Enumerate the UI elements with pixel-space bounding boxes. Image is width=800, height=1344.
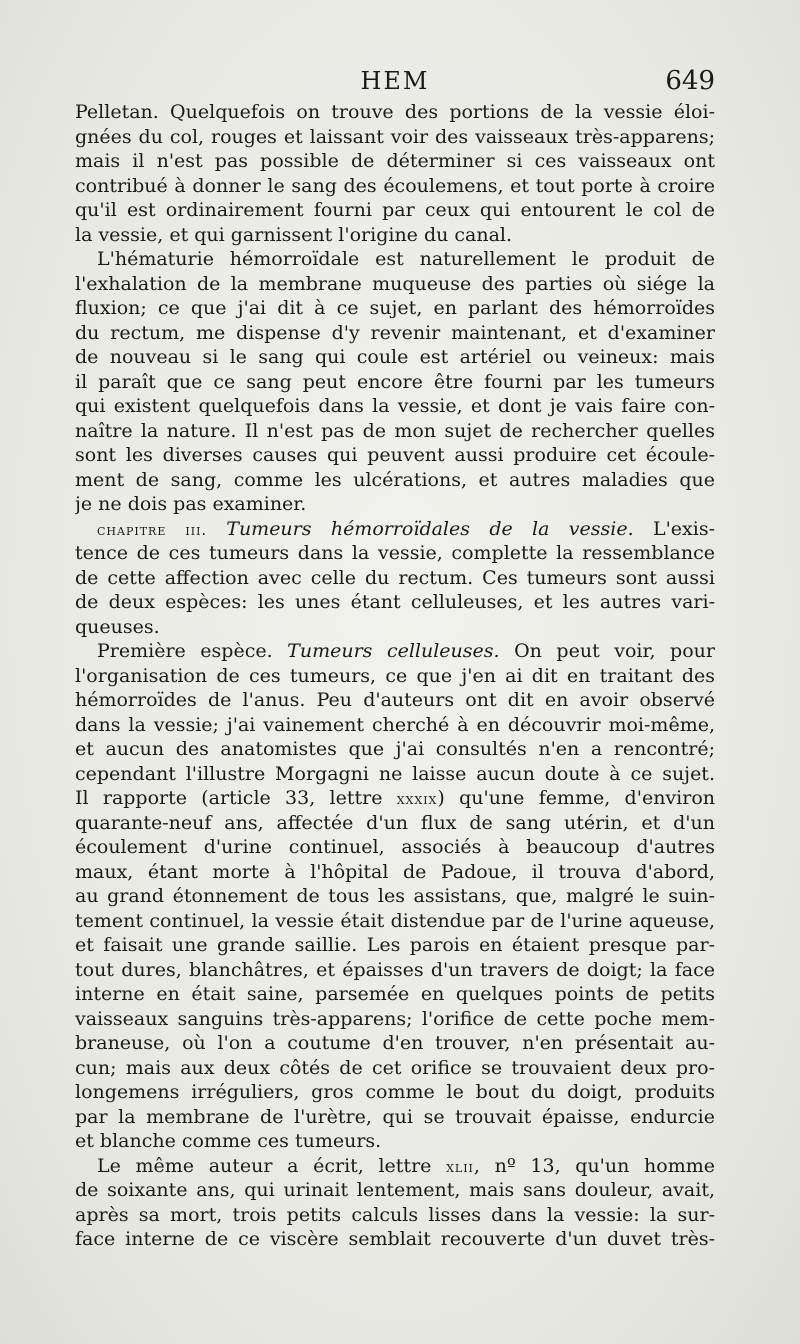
body-text xyxy=(75,100,715,1252)
italic-heading: Tumeurs hémorroïdales de la vessie. xyxy=(226,517,634,540)
text-fragment: Première espèce. xyxy=(97,640,288,662)
text-line: braneuse, où l'on a coutume d'en trouver, n'en présentait au- xyxy=(75,1032,715,1054)
text-line: face interne de ce viscère semblait recouverte d'un duvet très- xyxy=(75,1228,715,1250)
small-caps-text: xlii xyxy=(446,1157,474,1176)
text-line: de nouveau si le sang qui coule est artériel ou veineux: mais xyxy=(75,346,715,368)
text-line: L'hématurie hémorroïdale est naturellement le produit de xyxy=(97,248,715,270)
text-line: sont les diverses causes qui peuvent aussi produire cet écoule- xyxy=(75,444,715,466)
text-line xyxy=(75,639,715,664)
text-line: quarante-neuf ans, affectée d'un flux de sang utérin, et d'un xyxy=(75,811,715,834)
text-line: il paraît que ce sang peut encore être fourni par les tumeurs xyxy=(75,370,715,393)
text-fragment: ) qu'une femme, d'environ xyxy=(437,787,715,809)
text-line: vaisseaux sanguins très-apparens; l'orifice de cette poche mem- xyxy=(75,1007,715,1030)
text-line: après sa mort, trois petits calculs lisses dans la vessie: la sur- xyxy=(75,1203,715,1226)
text-line xyxy=(75,786,715,811)
text-line: cependant l'illustre Morgagni ne laisse aucun doute à ce sujet. xyxy=(75,762,715,785)
text-line: mais il n'est pas possible de déterminer si ces vaisseaux ont xyxy=(75,150,715,172)
text-line: longemens irréguliers, gros comme le bout du doigt, produits xyxy=(75,1081,715,1103)
text-line: tout dures, blanchâtres, et épaisses d'un travers de doigt; la face xyxy=(75,958,715,981)
small-caps-text: chapitre iii. xyxy=(97,520,227,539)
text-line: et aucun des anatomistes que j'ai consultés n'en a rencontré; xyxy=(75,738,715,760)
text-line: queuses. xyxy=(75,615,160,638)
text-line: Pelletan. Quelquefois on trouve des portions de la vessie éloi- xyxy=(75,101,715,123)
text-line: du rectum, me dispense d'y revenir maintenant, et d'examiner xyxy=(75,321,715,344)
text-fragment: L'exis- xyxy=(633,517,715,540)
page-header xyxy=(75,64,715,98)
text-line: par la membrane de l'urètre, qui se trouvait épaisse, endurcie xyxy=(75,1105,715,1128)
text-fragment: Il rapporte (article 33, lettre xyxy=(75,787,397,809)
text-line: de soixante ans, qui urinait lentement, mais sans douleur, avait, xyxy=(75,1179,715,1201)
text-line: au grand étonnement de tous les assistans, que, malgré le suin- xyxy=(75,885,715,907)
text-line: cun; mais aux deux côtés de cet orifice se trouvaient deux pro- xyxy=(75,1056,715,1079)
text-line: hémorroïdes de l'anus. Peu d'auteurs ont dit en avoir observé xyxy=(75,689,715,711)
text-line: tence de ces tumeurs dans la vessie, complette la ressemblance xyxy=(75,542,715,564)
text-fragment: , nº 13, qu'un homme xyxy=(473,1154,715,1177)
text-line xyxy=(75,1154,715,1179)
small-caps-text: xxxix xyxy=(396,790,438,808)
text-line: maux, étant morte à l'hôpital de Padoue, il trouva d'abord, xyxy=(75,860,715,883)
text-line: interne en était saine, parsemée en quelques points de petits xyxy=(75,983,715,1005)
text-line: naître la nature. Il n'est pas de mon sujet de rechercher quelles xyxy=(75,419,715,442)
text-line: gnées du col, rouges et laissant voir des vaisseaux très-apparens; xyxy=(75,125,715,148)
text-fragment: Le même auteur a écrit, lettre xyxy=(97,1154,447,1177)
text-line: dans la vessie; j'ai vainement cherché à en découvrir moi-même, xyxy=(75,713,715,736)
text-line: et blanche comme ces tumeurs. xyxy=(75,1130,382,1152)
text-line: écoulement d'urine continuel, associés à beaucoup d'autres xyxy=(75,836,715,858)
running-head: HEM xyxy=(360,67,430,95)
page-number: 649 xyxy=(665,66,715,96)
text-line: et faisait une grande saillie. Les parois en étaient presque par- xyxy=(75,934,715,956)
text-line: l'organisation de ces tumeurs, ce que j'en ai dit en traitant des xyxy=(75,664,715,687)
text-line xyxy=(75,517,715,542)
text-line: tement continuel, la vessie était distendue par de l'urine aqueuse, xyxy=(75,909,715,932)
text-line: fluxion; ce que j'ai dit à ce sujet, en parlant des hémorroïdes xyxy=(75,297,715,319)
italic-heading: Tumeurs celluleuses. xyxy=(287,640,500,662)
text-line: ment de sang, comme les ulcérations, et autres maladies que xyxy=(75,468,715,491)
text-line: la vessie, et qui garnissent l'origine du canal. xyxy=(75,223,513,246)
text-line: de deux espèces: les unes étant celluleuses, et les autres vari- xyxy=(75,591,715,613)
text-line: contribué à donner le sang des écoulemens, et tout porte à croire xyxy=(75,174,715,197)
text-line: l'exhalation de la membrane muqueuse des parties où siége la xyxy=(75,272,715,295)
text-line: qui existent quelquefois dans la vessie, et dont je vais faire con- xyxy=(75,395,715,417)
text-fragment: On peut voir, pour xyxy=(499,640,715,662)
text-line: de cette affection avec celle du rectum. Ces tumeurs sont aussi xyxy=(75,566,715,589)
text-line: je ne dois pas examiner. xyxy=(75,493,307,515)
text-line: qu'il est ordinairement fourni par ceux qui entourent le col de xyxy=(75,199,715,221)
